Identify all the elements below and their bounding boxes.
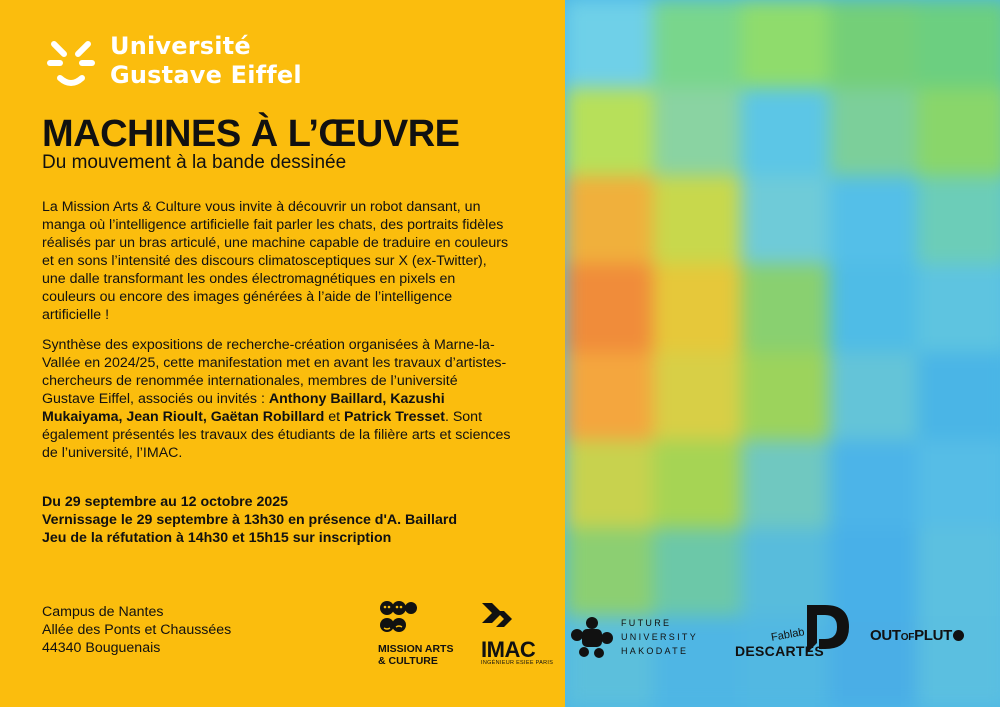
pluto-dot-icon: [953, 630, 964, 641]
mosaic-tile: [741, 0, 833, 92]
mosaic-tile: [653, 352, 745, 444]
mosaic-tile: [829, 352, 921, 444]
masks-icon: [378, 599, 418, 639]
out-of-pluto-logo: [870, 627, 964, 644]
imac-logo: [478, 599, 554, 666]
future-text: [621, 616, 698, 658]
mosaic-tile: [917, 88, 1000, 180]
mosaic-tile: [829, 176, 921, 268]
mosaic-tile: [917, 264, 1000, 356]
mosaic-tile: [565, 88, 657, 180]
artists-intro: Synthèse des expositions de recherche-création organisées à Marne-la-Vallée en 2024/25, cette manifestation met en avant les travaux d’artistes-chercheurs de renommée internationales, membres de l’université Gustave Eiffel, associés ou invités :: [42, 337, 507, 407]
address-line: Campus de Nantes: [42, 604, 164, 620]
mosaic-tile: [565, 176, 657, 268]
mosaic-tile: [741, 176, 833, 268]
future-line: FUTURE: [621, 618, 672, 628]
mosaic-tile: [741, 88, 833, 180]
mosaic-tile: [829, 88, 921, 180]
poster-title: MACHINES À L’ŒUVRE: [42, 113, 460, 155]
mission-line2: & CULTURE: [378, 655, 438, 667]
mosaic-tile: [653, 264, 745, 356]
paragraph-intro: La Mission Arts & Culture vous invite à découvrir un robot dansant, un manga où l’intelligence artificielle fait parler les chats, des portraits fidèles réalisés par un bras articulé, une machine capable de traduire en couleurs et en sons l’intensité des discours climatosceptiques sur X (ex-Twitter), une dalle transformant les ondes électromagnétiques en pixels en couleurs ou encore des images générées à l’aide de l’intelligence artificielle !: [42, 199, 509, 323]
address-line: 44340 Bouguenais: [42, 640, 161, 656]
mosaic-tile: [829, 440, 921, 532]
out-part: OUT: [870, 627, 901, 644]
mosaic-tile: [741, 264, 833, 356]
university-name: [110, 32, 302, 90]
artists-and: et: [324, 409, 344, 425]
university-line2: Gustave Eiffel: [110, 61, 302, 89]
vernissage-info: Vernissage le 29 septembre à 13h30 en présence d'A. Baillard: [42, 512, 458, 528]
description: [42, 198, 512, 474]
mission-arts-culture-logo: [378, 599, 454, 667]
date-range: Du 29 septembre au 12 octobre 2025: [42, 494, 289, 510]
university-line1: Université: [110, 32, 251, 60]
fablab-big: DESCARTES: [735, 643, 825, 659]
mosaic-tile: [917, 352, 1000, 444]
mosaic-tile: [565, 264, 657, 356]
imac-mark-icon: [478, 599, 518, 635]
mosaic-tile: [829, 264, 921, 356]
future-university-hakodate-logo: [569, 614, 699, 665]
venue-address: [42, 603, 231, 657]
paragraph-artists: [42, 336, 512, 462]
mosaic-tile: [741, 352, 833, 444]
mosaic-tile: [565, 440, 657, 532]
artists-outro: . Sont également présentés les travaux des étudiants de la filière arts et sciences de l’université, l’IMAC.: [42, 409, 511, 461]
mission-line1: MISSION ARTS: [378, 643, 454, 655]
puzzle-figure-icon: [569, 614, 615, 660]
mosaic-tile: [565, 352, 657, 444]
mosaic-tile: [653, 176, 745, 268]
artists-last-name: Patrick Tresset: [343, 409, 445, 425]
university-logo-icon: [42, 34, 100, 97]
mosaic-tile: [917, 528, 1000, 620]
mission-label: [378, 643, 478, 667]
mosaic-tile: [565, 528, 657, 620]
mosaic-tile: [653, 440, 745, 532]
address-line: Allée des Ponts et Chaussées: [42, 622, 232, 638]
fablab-small: Fablab: [770, 626, 806, 644]
imac-name: IMAC: [481, 637, 536, 662]
imac-sub: INGÉNIEUR ESIEE PARIS: [481, 660, 554, 666]
mosaic-tile: [653, 88, 745, 180]
mosaic-tile: [829, 0, 921, 92]
pixel-mosaic-image: [565, 0, 1000, 707]
game-info: Jeu de la réfutation à 14h30 et 15h15 sur inscription: [42, 530, 392, 546]
future-line: UNIVERSITY: [621, 632, 699, 642]
artists-names: Anthony Baillard, Kazushi Mukaiyama, Jean Rioult, Gaëtan Robillard: [42, 391, 445, 425]
mosaic-tile: [741, 440, 833, 532]
mosaic-tile: [653, 528, 745, 620]
mosaic-tile: [917, 0, 1000, 92]
future-line: HAKODATE: [621, 646, 689, 656]
of-part: OF: [900, 632, 915, 643]
mosaic-tiles: [565, 0, 1000, 707]
event-dates: [42, 493, 457, 547]
mosaic-tile: [917, 440, 1000, 532]
plut-part: PLUT: [914, 627, 953, 644]
mosaic-tile: [565, 0, 657, 92]
poster-subtitle: Du mouvement à la bande dessinée: [42, 152, 347, 173]
mosaic-tile: [917, 176, 1000, 268]
mosaic-tile: [653, 0, 745, 92]
